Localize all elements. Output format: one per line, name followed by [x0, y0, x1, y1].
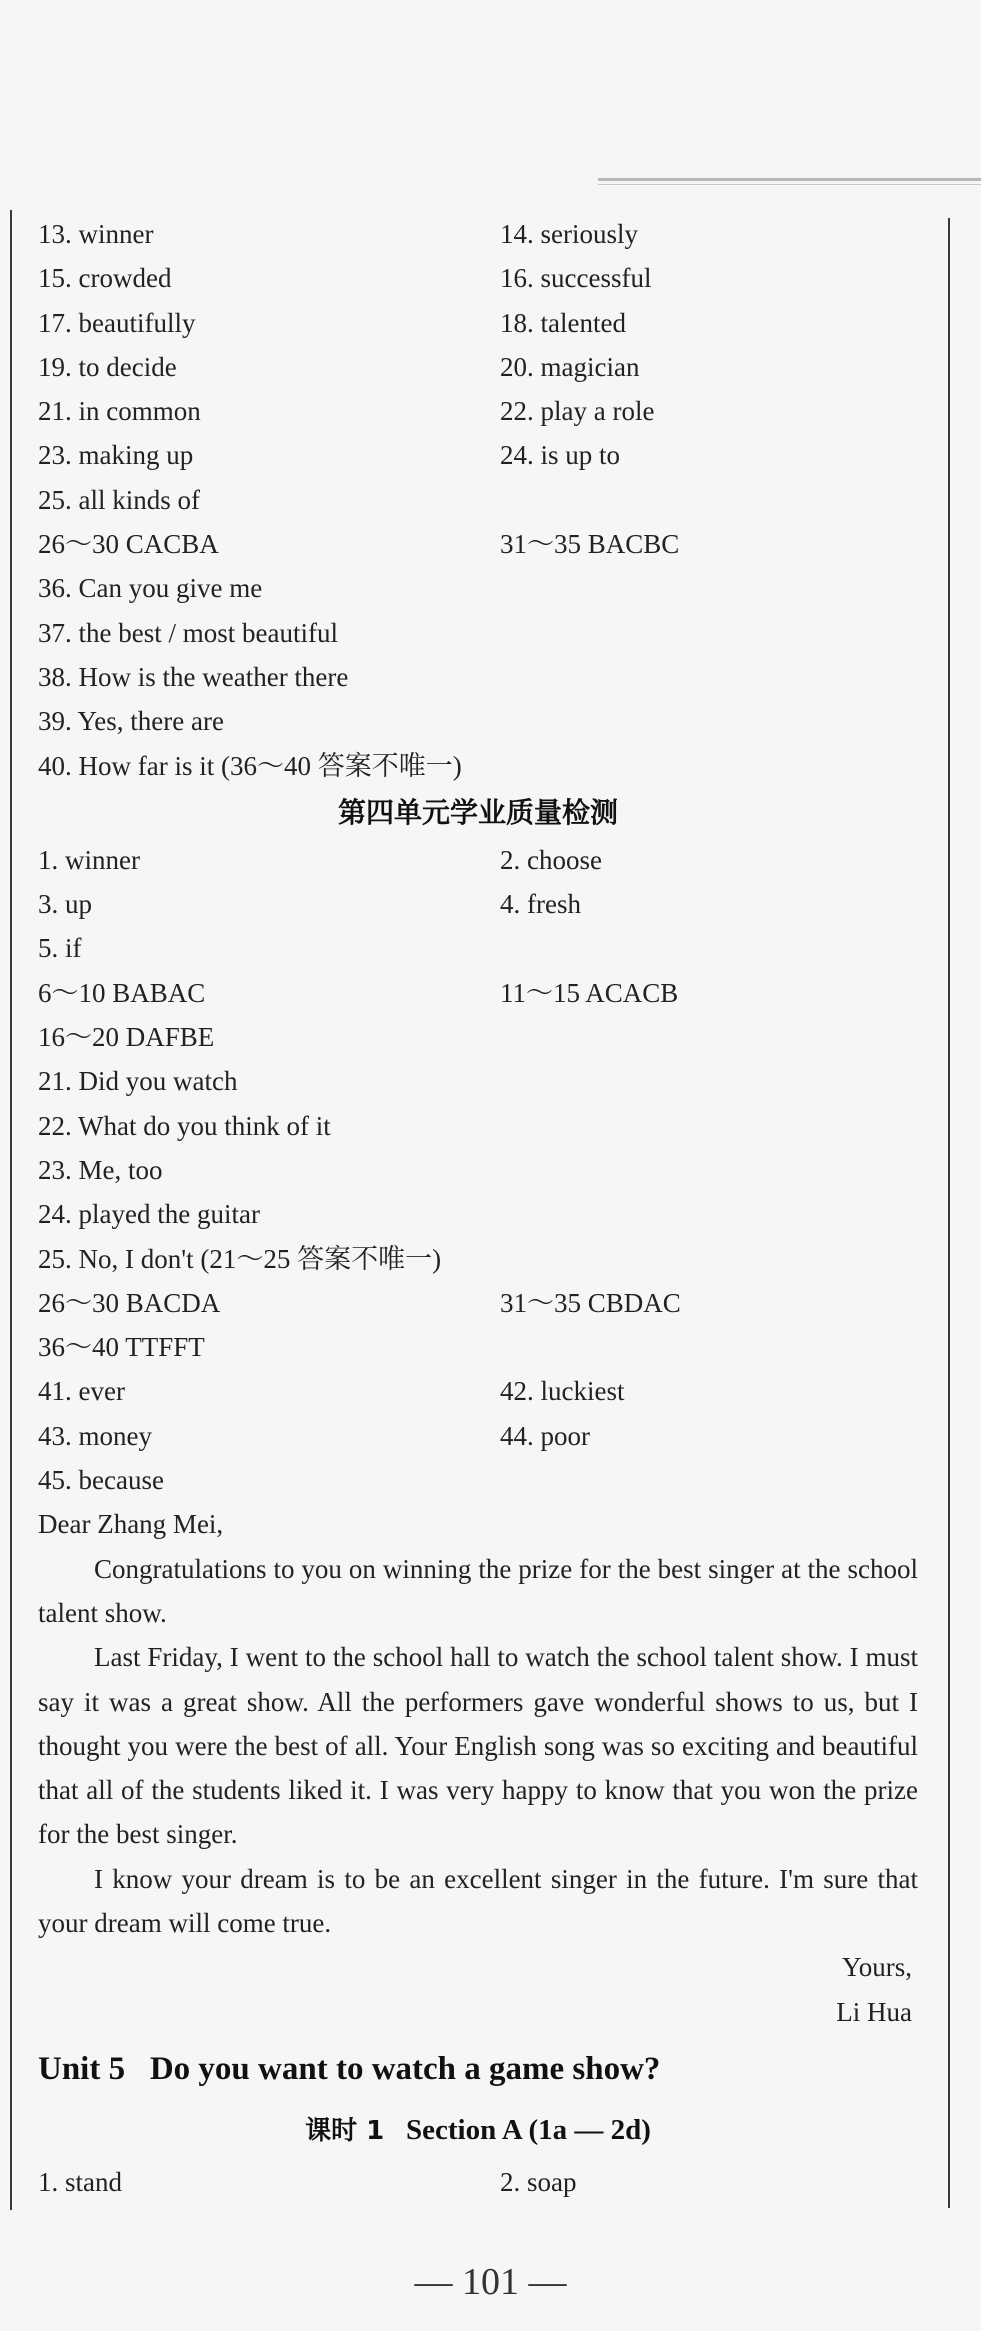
lesson-number: 课时 1: [305, 2115, 385, 2146]
answer-row: [38, 1458, 918, 1502]
letter-salutation: Dear Zhang Mei,: [38, 1509, 224, 1540]
answer-item: 26～30 CACBA: [38, 529, 219, 560]
answer-item: 39. Yes, there are: [38, 706, 224, 737]
answer-row: [38, 1059, 918, 1103]
answer-item: 36. Can you give me: [38, 573, 263, 604]
answer-item: 2. choose: [500, 844, 602, 875]
unit5-title-text: Unit 5 Do you want to watch a game show?: [38, 2050, 661, 2087]
answer-row: [38, 699, 918, 743]
answer-item: 6～10 BABAC: [38, 977, 206, 1008]
letter-paragraph: Congratulations to you on winning the prize for the best singer at the school talent show.: [38, 1553, 918, 1628]
answer-row: [38, 971, 918, 1015]
answer-item: 21. Did you watch: [38, 1066, 238, 1097]
answer-item: 38. How is the weather there: [38, 661, 349, 692]
answer-row: [38, 1104, 918, 1148]
answer-item: 16. successful: [500, 263, 652, 294]
sample-letter: [38, 1502, 918, 2034]
letter-closing: Yours,: [841, 1952, 912, 1983]
answer-item: 26～30 BACDA: [38, 1287, 221, 1318]
answer-row: [38, 1148, 918, 1192]
answer-item: 1. stand: [38, 2166, 122, 2197]
lesson-section: Section A (1a — 2d): [406, 2113, 651, 2146]
right-margin-line: [948, 218, 950, 2208]
answer-item: 1. winner: [38, 844, 140, 875]
answers-section-unit5: [38, 2160, 918, 2204]
answer-row: [38, 882, 918, 926]
answer-item: 14. seriously: [500, 219, 638, 249]
answer-item: 4. fresh: [500, 889, 581, 920]
answer-item: 25. No, I don't (21～25 答案不唯一): [38, 1243, 442, 1274]
answer-row: [38, 478, 918, 522]
answer-item: 23. Me, too: [38, 1154, 163, 1185]
answer-item: 44. poor: [500, 1420, 590, 1451]
answer-item: 16～20 DAFBE: [38, 1022, 215, 1053]
answer-item: 20. magician: [500, 351, 640, 382]
top-decorative-rule: [598, 178, 981, 185]
answer-item: 36～40 TTFFT: [38, 1332, 205, 1363]
answer-item: 19. to decide: [38, 351, 177, 382]
answer-item: 23. making up: [38, 440, 194, 471]
answer-item: 3. up: [38, 889, 92, 920]
answer-row: [38, 744, 918, 788]
answer-item: 5. if: [38, 933, 82, 964]
answer-row: [38, 926, 918, 970]
answer-row: [38, 1414, 918, 1458]
answer-row: [38, 2160, 918, 2204]
answer-item: 24. is up to: [500, 440, 621, 471]
left-margin-line: [10, 210, 12, 2210]
answer-row: [38, 1015, 918, 1059]
answer-row: [38, 611, 918, 655]
answer-item: 40. How far is it (36～40 答案不唯一): [38, 750, 462, 781]
answers-section-unit4: [38, 838, 918, 1502]
unit5-title: [38, 2038, 918, 2100]
page-number: — 101 —: [414, 2261, 567, 2303]
answer-row: [38, 522, 918, 566]
answer-item: 31～35 BACBC: [500, 529, 680, 560]
answer-row: [38, 433, 918, 477]
answer-row: [38, 1325, 918, 1369]
answer-row: [38, 1281, 918, 1325]
answer-item: 11～15 ACACB: [500, 977, 679, 1008]
answer-row: [38, 566, 918, 610]
unit4-test-heading: 第四单元学业质量检测: [337, 795, 618, 829]
answer-item: 2. soap: [500, 2166, 577, 2197]
answer-item: 31～35 CBDAC: [500, 1287, 681, 1318]
answer-item: 25. all kinds of: [38, 484, 200, 515]
answer-row: [38, 655, 918, 699]
answer-content: [38, 212, 918, 2204]
answer-row: [38, 301, 918, 345]
answer-row: [38, 1237, 918, 1281]
answer-item: 22. What do you think of it: [38, 1110, 331, 1141]
answer-item: 21. in common: [38, 396, 201, 427]
answer-row: [38, 212, 918, 256]
answer-row: [38, 256, 918, 300]
answer-row: [38, 1369, 918, 1413]
answer-row: [38, 389, 918, 433]
answers-section-top: [38, 212, 918, 788]
answer-item: 41. ever: [38, 1376, 125, 1407]
letter-paragraph: Last Friday, I went to the school hall to watch the school talent show. I must say it was a great show. All the performers gave wonderful shows to us, but I thought you were the best of all. Your English song was so exciting and beautiful that all of the students liked it. I was very happy to know that you won the prize for the best singer.: [38, 1642, 918, 1850]
answer-item: 13. winner: [38, 219, 154, 249]
answer-item: 42. luckiest: [500, 1376, 625, 1407]
letter-signature: Li Hua: [836, 1996, 912, 2027]
answer-row: [38, 1192, 918, 1236]
answer-item: 45. because: [38, 1465, 164, 1496]
answer-item: 15. crowded: [38, 263, 172, 294]
answer-item: 24. played the guitar: [38, 1199, 260, 1230]
letter-paragraph: I know your dream is to be an excellent singer in the future. I'm sure that your dream will come true.: [38, 1863, 918, 1938]
answer-item: 17. beautifully: [38, 307, 196, 338]
answer-item: 18. talented: [500, 307, 626, 338]
answer-item: 37. the best / most beautiful: [38, 617, 338, 648]
answer-row: [38, 838, 918, 882]
answer-item: 22. play a role: [500, 396, 655, 427]
lesson-title: [38, 2100, 918, 2160]
answer-row: [38, 345, 918, 389]
answer-item: 43. money: [38, 1420, 152, 1451]
